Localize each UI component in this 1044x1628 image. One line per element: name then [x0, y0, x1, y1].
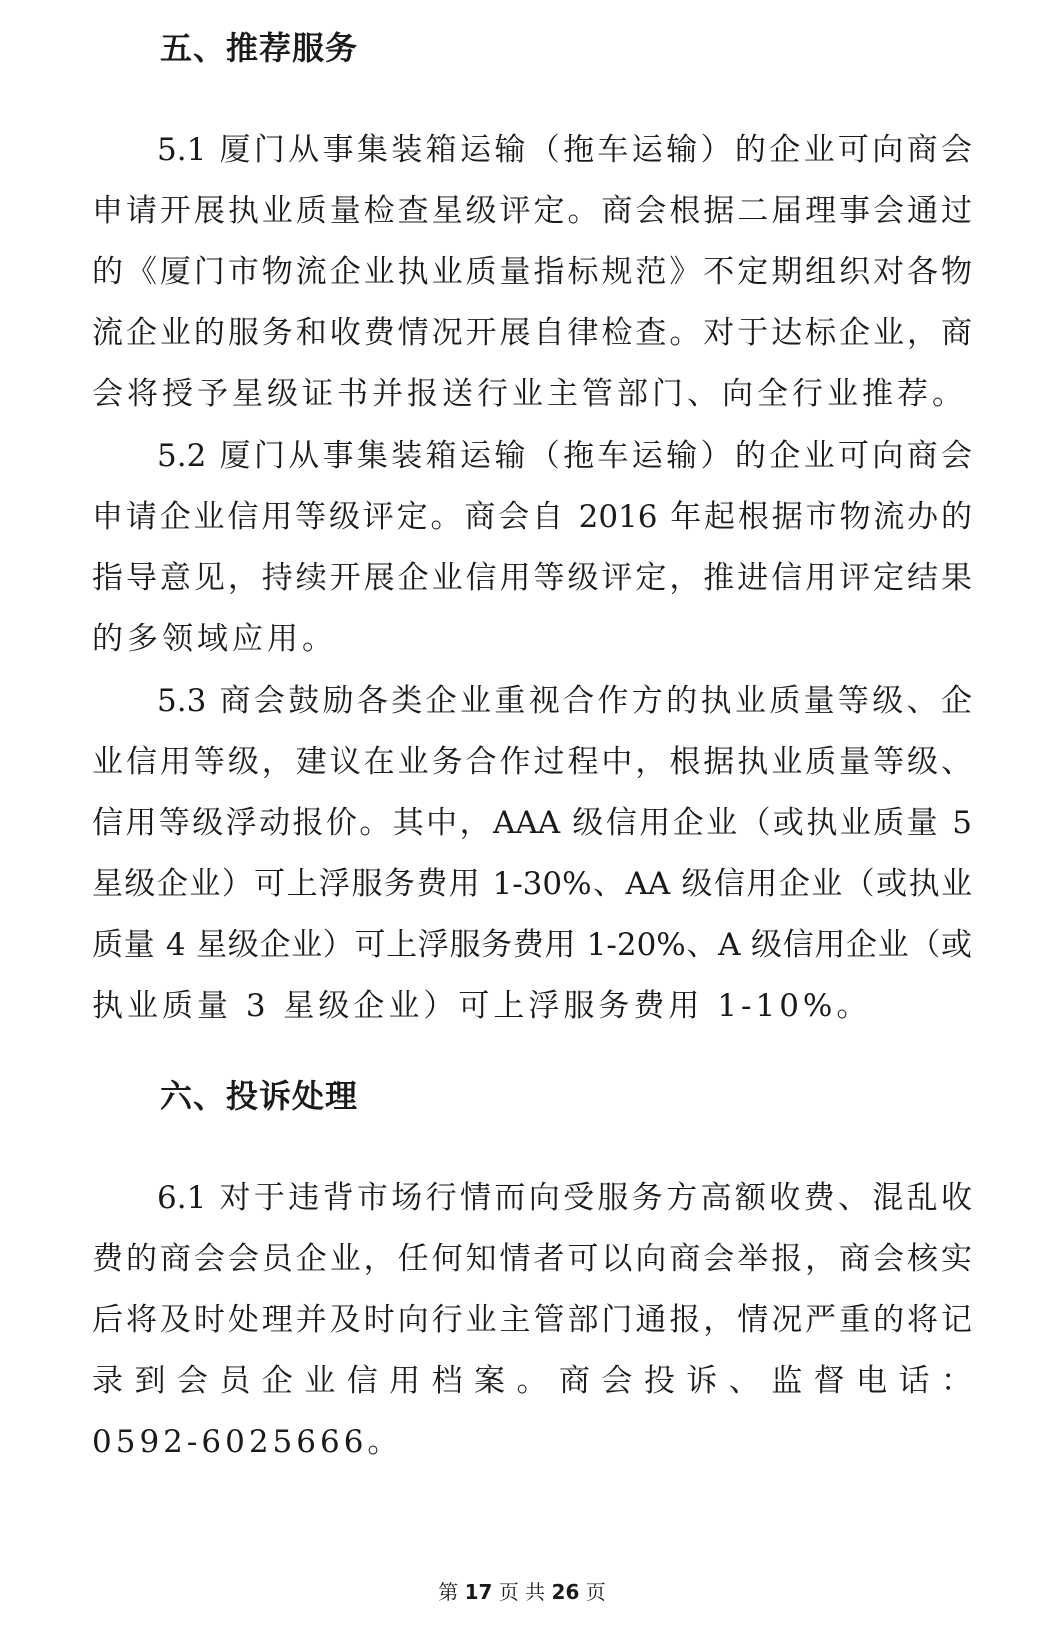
text-line: 录到会员企业信用档案。商会投诉、监督电话： [92, 1363, 972, 1399]
section-6-heading: 六、投诉处理 [160, 1077, 359, 1115]
text-line: 信用等级浮动报价。其中，AAA 级信用企业（或执业质量 5 [92, 805, 972, 841]
footer-suffix: 页 [585, 1580, 606, 1604]
text-line: 申请开展执业质量检查星级评定。商会根据二届理事会通过 [92, 193, 972, 229]
text-line: 星级企业）可上浮服务费用 1-30%、AA 级信用企业（或执业 [92, 866, 972, 902]
text-line: 5.3 商会鼓励各类企业重视合作方的执业质量等级、企 [157, 683, 972, 719]
footer-prefix: 第 [438, 1580, 459, 1604]
footer-middle: 页 共 [498, 1580, 546, 1604]
text-line: 会将授予星级证书并报送行业主管部门、向全行业推荐。 [92, 376, 967, 412]
text-line: 费的商会会员企业，任何知情者可以向商会举报，商会核实 [92, 1241, 972, 1277]
text-line: 执业质量 3 星级企业）可上浮服务费用 1-10%。 [92, 988, 872, 1024]
text-line: 质量 4 星级企业）可上浮服务费用 1-20%、A 级信用企业（或 [92, 927, 972, 963]
page-footer [0, 1580, 1044, 1604]
section-5-heading: 五、推荐服务 [160, 29, 359, 67]
text-line: 业信用等级，建议在业务合作过程中，根据执业质量等级、 [92, 744, 972, 780]
text-line: 6.1 对于违背市场行情而向受服务方高额收费、混乱收 [157, 1180, 972, 1216]
text-line: 申请企业信用等级评定。商会自 2016 年起根据市物流办的 [92, 499, 972, 535]
text-line: 5.2 厦门从事集装箱运输（拖车运输）的企业可向商会 [157, 438, 972, 474]
text-line: 5.1 厦门从事集装箱运输（拖车运输）的企业可向商会 [157, 132, 972, 168]
current-page-number: 17 [464, 1580, 493, 1604]
text-line: 的《厦门市物流企业执业质量指标规范》不定期组织对各物 [92, 254, 972, 290]
text-line: 流企业的服务和收费情况开展自律检查。对于达标企业，商 [92, 315, 972, 351]
phone-number: 0592-6025666。 [92, 1424, 403, 1460]
text-line: 后将及时处理并及时向行业主管部门通报，情况严重的将记 [92, 1302, 972, 1338]
total-pages-number: 26 [551, 1580, 580, 1604]
text-line: 的多领域应用。 [92, 621, 337, 657]
text-line: 指导意见，持续开展企业信用等级评定，推进信用评定结果 [92, 560, 972, 596]
